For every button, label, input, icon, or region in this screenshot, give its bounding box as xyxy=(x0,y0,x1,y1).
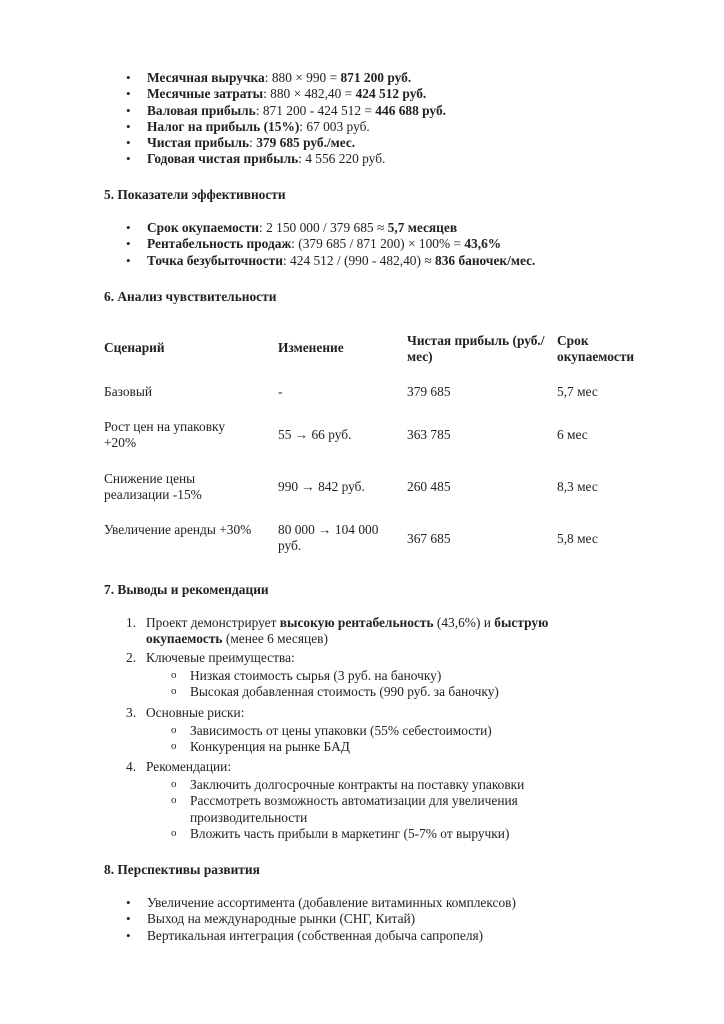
sub-list-item: o Зависимость от цены упаковки (55% себестоимости) xyxy=(171,723,492,739)
list-item: Проект демонстрирует высокую рентабельность (43,6%) и быструю окупаемость (менее 6 месяцев) xyxy=(146,615,549,647)
table-cell: 363 785 xyxy=(407,427,451,442)
table-cell: 990 → 842 руб. xyxy=(278,479,365,494)
table-header-cell: Чистая прибыль (руб./мес) xyxy=(407,333,545,365)
table-cell: 8,3 мес xyxy=(557,479,598,494)
list-number: 2. xyxy=(126,650,137,665)
table-cell: Увеличение аренды +30% xyxy=(104,522,252,537)
list-item: • Вертикальная интеграция (собственная добыча сапропеля) xyxy=(126,928,516,944)
list-item: • Чистая прибыль: 379 685 руб./мес. xyxy=(126,135,446,151)
sub-list-item: o Конкуренция на рынке БАД xyxy=(171,739,492,755)
list-number: 3. xyxy=(126,705,137,720)
sub-list-item: o Вложить часть прибыли в маркетинг (5-7% от выручки) xyxy=(171,826,571,842)
table-cell: 80 000 → 104 000 руб. xyxy=(278,522,379,554)
table-cell: 367 685 xyxy=(407,531,451,546)
sub-list-item: o Низкая стоимость сырья (3 руб. на баночку) xyxy=(171,668,499,684)
table-cell: - xyxy=(278,384,283,399)
list-item: Основные риски: xyxy=(146,705,245,720)
results-list xyxy=(126,70,446,168)
table-cell: Рост цен на упаковку +20% xyxy=(104,419,226,451)
list-item: • Рентабельность продаж: (379 685 / 871 200) × 100% = 43,6% xyxy=(126,236,535,252)
list-number: 1. xyxy=(126,615,137,630)
sub-list xyxy=(171,777,571,842)
efficiency-list xyxy=(126,220,535,269)
list-number: 4. xyxy=(126,759,137,774)
list-item: Ключевые преимущества: xyxy=(146,650,295,665)
list-item: • Выход на международные рынки (СНГ, Китай) xyxy=(126,911,516,927)
table-cell: 379 685 xyxy=(407,384,451,399)
sub-list xyxy=(171,723,492,756)
list-item: • Точка безубыточности: 424 512 / (990 - 482,40) ≈ 836 баночек/мес. xyxy=(126,253,535,269)
sub-list-item: o Высокая добавленная стоимость (990 руб. за баночку) xyxy=(171,684,499,700)
table-header-cell: Сценарий xyxy=(104,340,165,355)
section-5-heading: 5. Показатели эффективности xyxy=(104,187,286,202)
list-item: Рекомендации: xyxy=(146,759,232,774)
list-item: • Годовая чистая прибыль: 4 556 220 руб. xyxy=(126,151,446,167)
table-cell: 260 485 xyxy=(407,479,451,494)
table-cell: 5,7 мес xyxy=(557,384,598,399)
table-header-cell: Срок окупаемости xyxy=(557,333,635,365)
section-8-heading: 8. Перспективы развития xyxy=(104,862,260,877)
sub-list xyxy=(171,668,499,701)
sub-list-item: o Заключить долгосрочные контракты на поставку упаковки xyxy=(171,777,571,793)
list-item: • Увеличение ассортимента (добавление витаминных комплексов) xyxy=(126,895,516,911)
section-7-heading: 7. Выводы и рекомендации xyxy=(104,582,269,597)
section-6-heading: 6. Анализ чувствительности xyxy=(104,289,277,304)
table-cell: Базовый xyxy=(104,384,153,399)
table-cell: 5,8 мес xyxy=(557,531,598,546)
list-item: • Налог на прибыль (15%): 67 003 руб. xyxy=(126,119,446,135)
table-cell: 55 → 66 руб. xyxy=(278,427,352,442)
sub-list-item: o Рассмотреть возможность автоматизации для увеличения производительности xyxy=(171,793,571,826)
list-item: • Месячная выручка: 880 × 990 = 871 200 руб. xyxy=(126,70,446,86)
table-cell: Снижение цены реализации -15% xyxy=(104,471,202,503)
table-header-cell: Изменение xyxy=(278,340,344,355)
list-item: • Срок окупаемости: 2 150 000 / 379 685 ≈ 5,7 месяцев xyxy=(126,220,535,236)
list-item: • Месячные затраты: 880 × 482,40 = 424 512 руб. xyxy=(126,86,446,102)
prospects-list xyxy=(126,895,516,944)
list-item: • Валовая прибыль: 871 200 - 424 512 = 446 688 руб. xyxy=(126,103,446,119)
table-cell: 6 мес xyxy=(557,427,588,442)
